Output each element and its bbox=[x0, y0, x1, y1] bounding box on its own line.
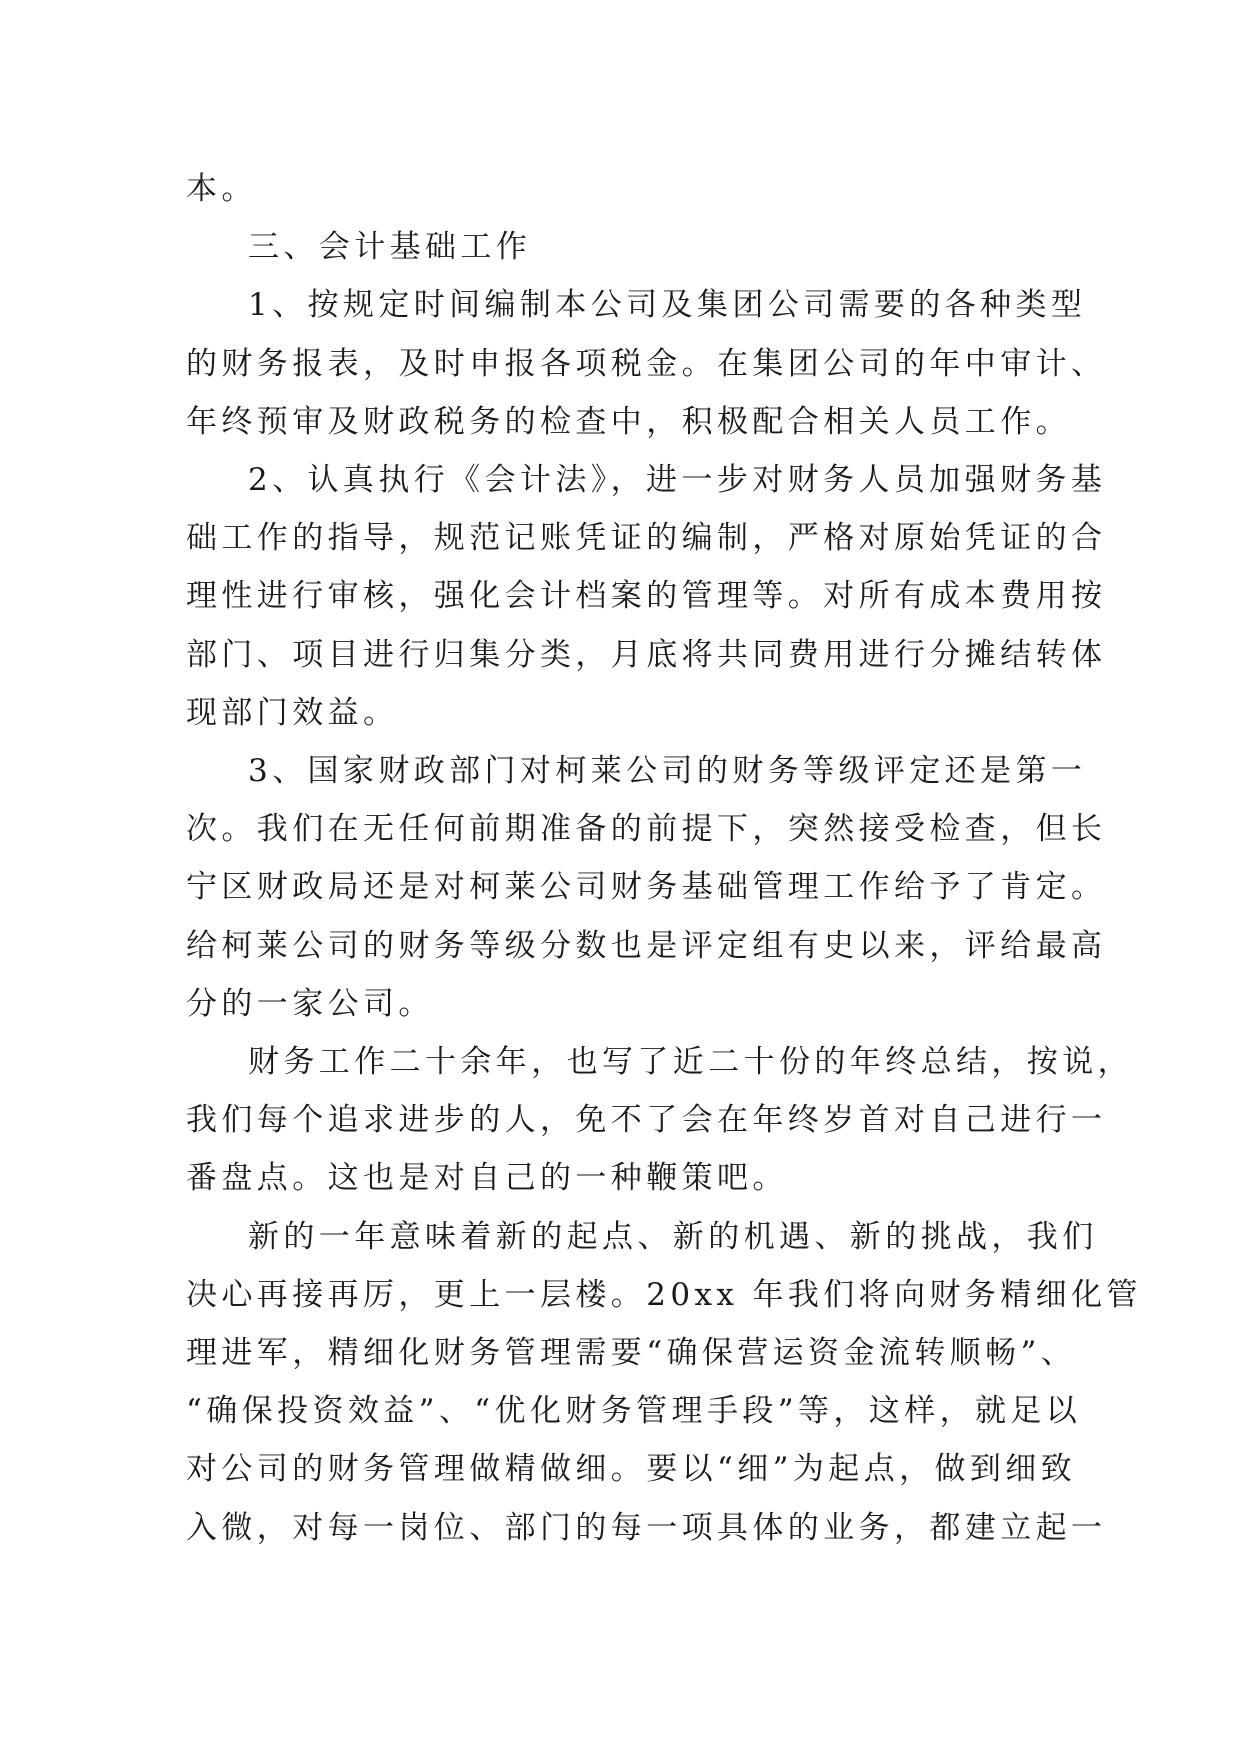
text-line: 我们每个追求进步的人，免不了会在年终岁首对自己进行一 bbox=[186, 1102, 1107, 1139]
text-line: 财务工作二十余年，也写了近二十份的年终总结，按说， bbox=[248, 1044, 1133, 1081]
text-line: 年终预审及财政税务的检查中，积极配合相关人员工作。 bbox=[186, 403, 1071, 440]
paragraph-item-3 bbox=[186, 742, 1107, 1033]
text-line: 新的一年意味着新的起点、新的机遇、新的挑战，我们 bbox=[248, 1218, 1098, 1255]
text-line: 入微，对每一岗位、部门的每一项具体的业务，都建立起一 bbox=[186, 1509, 1107, 1546]
heading-text: 三、会计基础工作 bbox=[248, 229, 532, 266]
text-line: 给柯莱公司的财务等级分数也是评定组有史以来，评给最高 bbox=[186, 927, 1107, 964]
text-line: 次。我们在无任何前期准备的前提下，突然接受检查，但长 bbox=[186, 811, 1107, 848]
text-line: 宁区财政局还是对柯莱公司财务基础管理工作给予了肯定。 bbox=[186, 869, 1107, 906]
text-line: 分的一家公司。 bbox=[186, 985, 434, 1022]
text-line: 对公司的财务管理做精做细。要以“细”为起点，做到细致 bbox=[186, 1451, 1077, 1488]
text-line: 2、认真执行《会计法》，进一步对财务人员加强财务基 bbox=[248, 462, 1107, 499]
paragraph-reflection bbox=[186, 1033, 1133, 1208]
text-line: 3、国家财政部门对柯莱公司的财务等级评定还是第一 bbox=[248, 753, 1087, 790]
text-line: 的财务报表，及时申报各项税金。在集团公司的年中审计、 bbox=[186, 345, 1107, 382]
paragraph-item-2 bbox=[186, 451, 1107, 742]
text-line: 部门、项目进行归集分类，月底将共同费用进行分摊结转体 bbox=[186, 636, 1107, 673]
paragraph-continuation bbox=[186, 160, 1066, 218]
text-line: 础工作的指导，规范记账凭证的编制，严格对原始凭证的合 bbox=[186, 520, 1107, 557]
text-line: 1、按规定时间编制本公司及集团公司需要的各种类型 bbox=[248, 287, 1087, 324]
paragraph-item-1 bbox=[186, 276, 1107, 451]
text-line: 决心再接再厉，更上一层楼。20xx 年我们将向财务精细化管 bbox=[186, 1276, 1142, 1313]
text-line: 本。 bbox=[186, 171, 257, 207]
document-body bbox=[186, 160, 1142, 1557]
text-line: 番盘点。这也是对自己的一种鞭策吧。 bbox=[186, 1160, 788, 1197]
text-line: “确保投资效益”、“优化财务管理手段”等，这样，就足以 bbox=[186, 1393, 1082, 1430]
text-line: 理进军，精细化财务管理需要“确保营运资金流转顺畅”、 bbox=[186, 1335, 1077, 1372]
paragraph-outlook bbox=[186, 1208, 1142, 1557]
text-line: 理性进行审核，强化会计档案的管理等。对所有成本费用按 bbox=[186, 578, 1107, 615]
text-line: 现部门效益。 bbox=[186, 694, 399, 731]
section-heading bbox=[186, 218, 1066, 276]
